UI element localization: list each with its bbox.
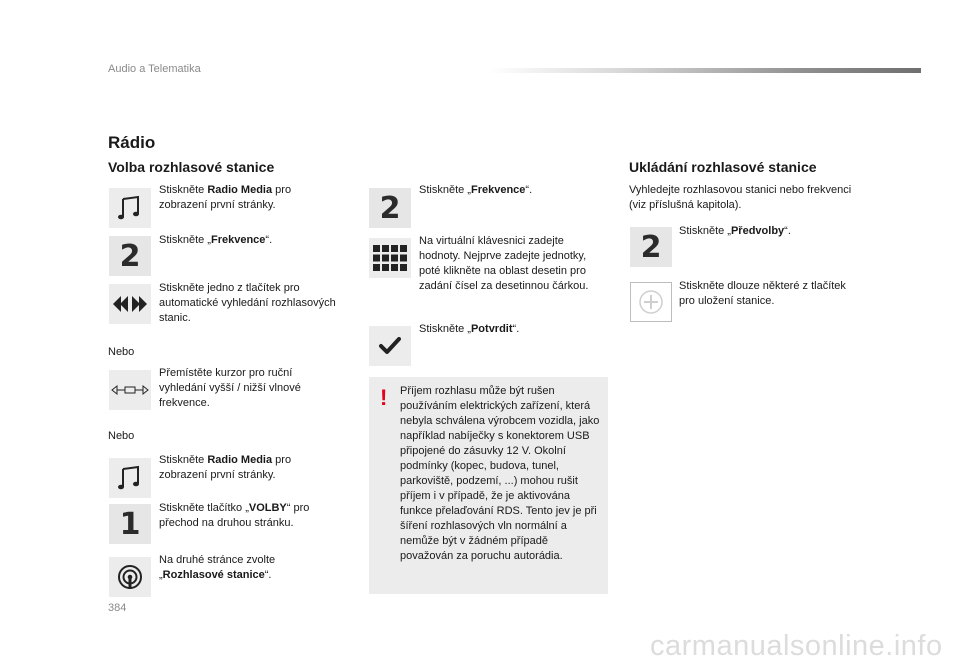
left-step6-text: Stiskněte tlačítko „VOLBY“ pro přechod na druhou stránku. bbox=[159, 502, 310, 529]
warning-icon: ! bbox=[380, 385, 388, 410]
page-number: 384 bbox=[108, 602, 127, 614]
tuning-slider-icon bbox=[109, 370, 151, 410]
keypad-grid-icon bbox=[369, 238, 411, 278]
left-step1-text: Stiskněte Radio Media pro zobrazení první stránky. bbox=[159, 184, 292, 211]
badge-1-icon: 1 bbox=[109, 504, 151, 544]
seek-arrows-icon bbox=[109, 284, 151, 324]
checkmark-icon bbox=[369, 326, 411, 366]
music-note-icon bbox=[109, 188, 151, 228]
left-heading: Volba rozhlasové stanice bbox=[108, 159, 275, 175]
left-step2-text: Stiskněte „Frekvence“. bbox=[159, 234, 273, 246]
right-intro-text: Vyhledejte rozhlasovou stanici nebo frekvenci (viz příslušná kapitola). bbox=[629, 184, 852, 211]
music-note-icon bbox=[109, 458, 151, 498]
watermark: carmanualsonline.info bbox=[650, 630, 943, 662]
left-step3-text: Stiskněte jedno z tlačítek pro automatické vyhledání rozhlasových stanic. bbox=[159, 282, 336, 324]
or-label-1: Nebo bbox=[108, 346, 135, 358]
page-title: Rádio bbox=[108, 133, 156, 152]
header-divider bbox=[488, 68, 921, 73]
section-title: Audio a Telematika bbox=[108, 63, 201, 75]
badge-2-icon: 2 bbox=[369, 188, 411, 228]
right-step1-text: Stiskněte „Předvolby“. bbox=[679, 225, 791, 237]
right-heading: Ukládání rozhlasové stanice bbox=[629, 159, 817, 175]
middle-step3-text: Stiskněte „Potvrdit“. bbox=[419, 323, 520, 335]
left-step5-text: Stiskněte Radio Media pro zobrazení první stránky. bbox=[159, 454, 292, 481]
radio-antenna-icon bbox=[109, 557, 151, 597]
preset-add-icon bbox=[630, 282, 672, 322]
badge-2-icon: 2 bbox=[630, 227, 672, 267]
middle-step1-text: Stiskněte „Frekvence“. bbox=[419, 184, 533, 196]
middle-step2-text: Na virtuální klávesnici zadejte hodnoty. Nejprve zadejte jednotky, poté klikněte na oblast desetin pro zadání čísel za desetinnou čárkou. bbox=[419, 235, 589, 292]
right-step2-text: Stiskněte dlouze některé z tlačítek pro uložení stanice. bbox=[679, 280, 846, 307]
left-step4-text: Přemístěte kurzor pro ruční vyhledání vyšší / nižší vlnové frekvence. bbox=[159, 367, 301, 409]
or-label-2: Nebo bbox=[108, 430, 135, 442]
left-step7-text: Na druhé stránce zvolte „Rozhlasové stanice“. bbox=[159, 554, 276, 581]
badge-2-icon: 2 bbox=[109, 236, 151, 276]
warning-note-text: Příjem rozhlasu může být rušen používáním elektrických zařízení, která nebyla schválena výrobcem vozidla, jako například nabíječky s konektorem USB připojené do zásuvky 12 V. Okolní podmínky (kopec, budova, tunel, parkoviště, podzemí, ...) mohou rušit příjem i v případě, že je aktivována funkce přelaďování RDS. Tento jev je při šíření rozhlasových vln normální a nemůže být v žádném případě považován za poruchu autorádia. bbox=[400, 385, 600, 562]
